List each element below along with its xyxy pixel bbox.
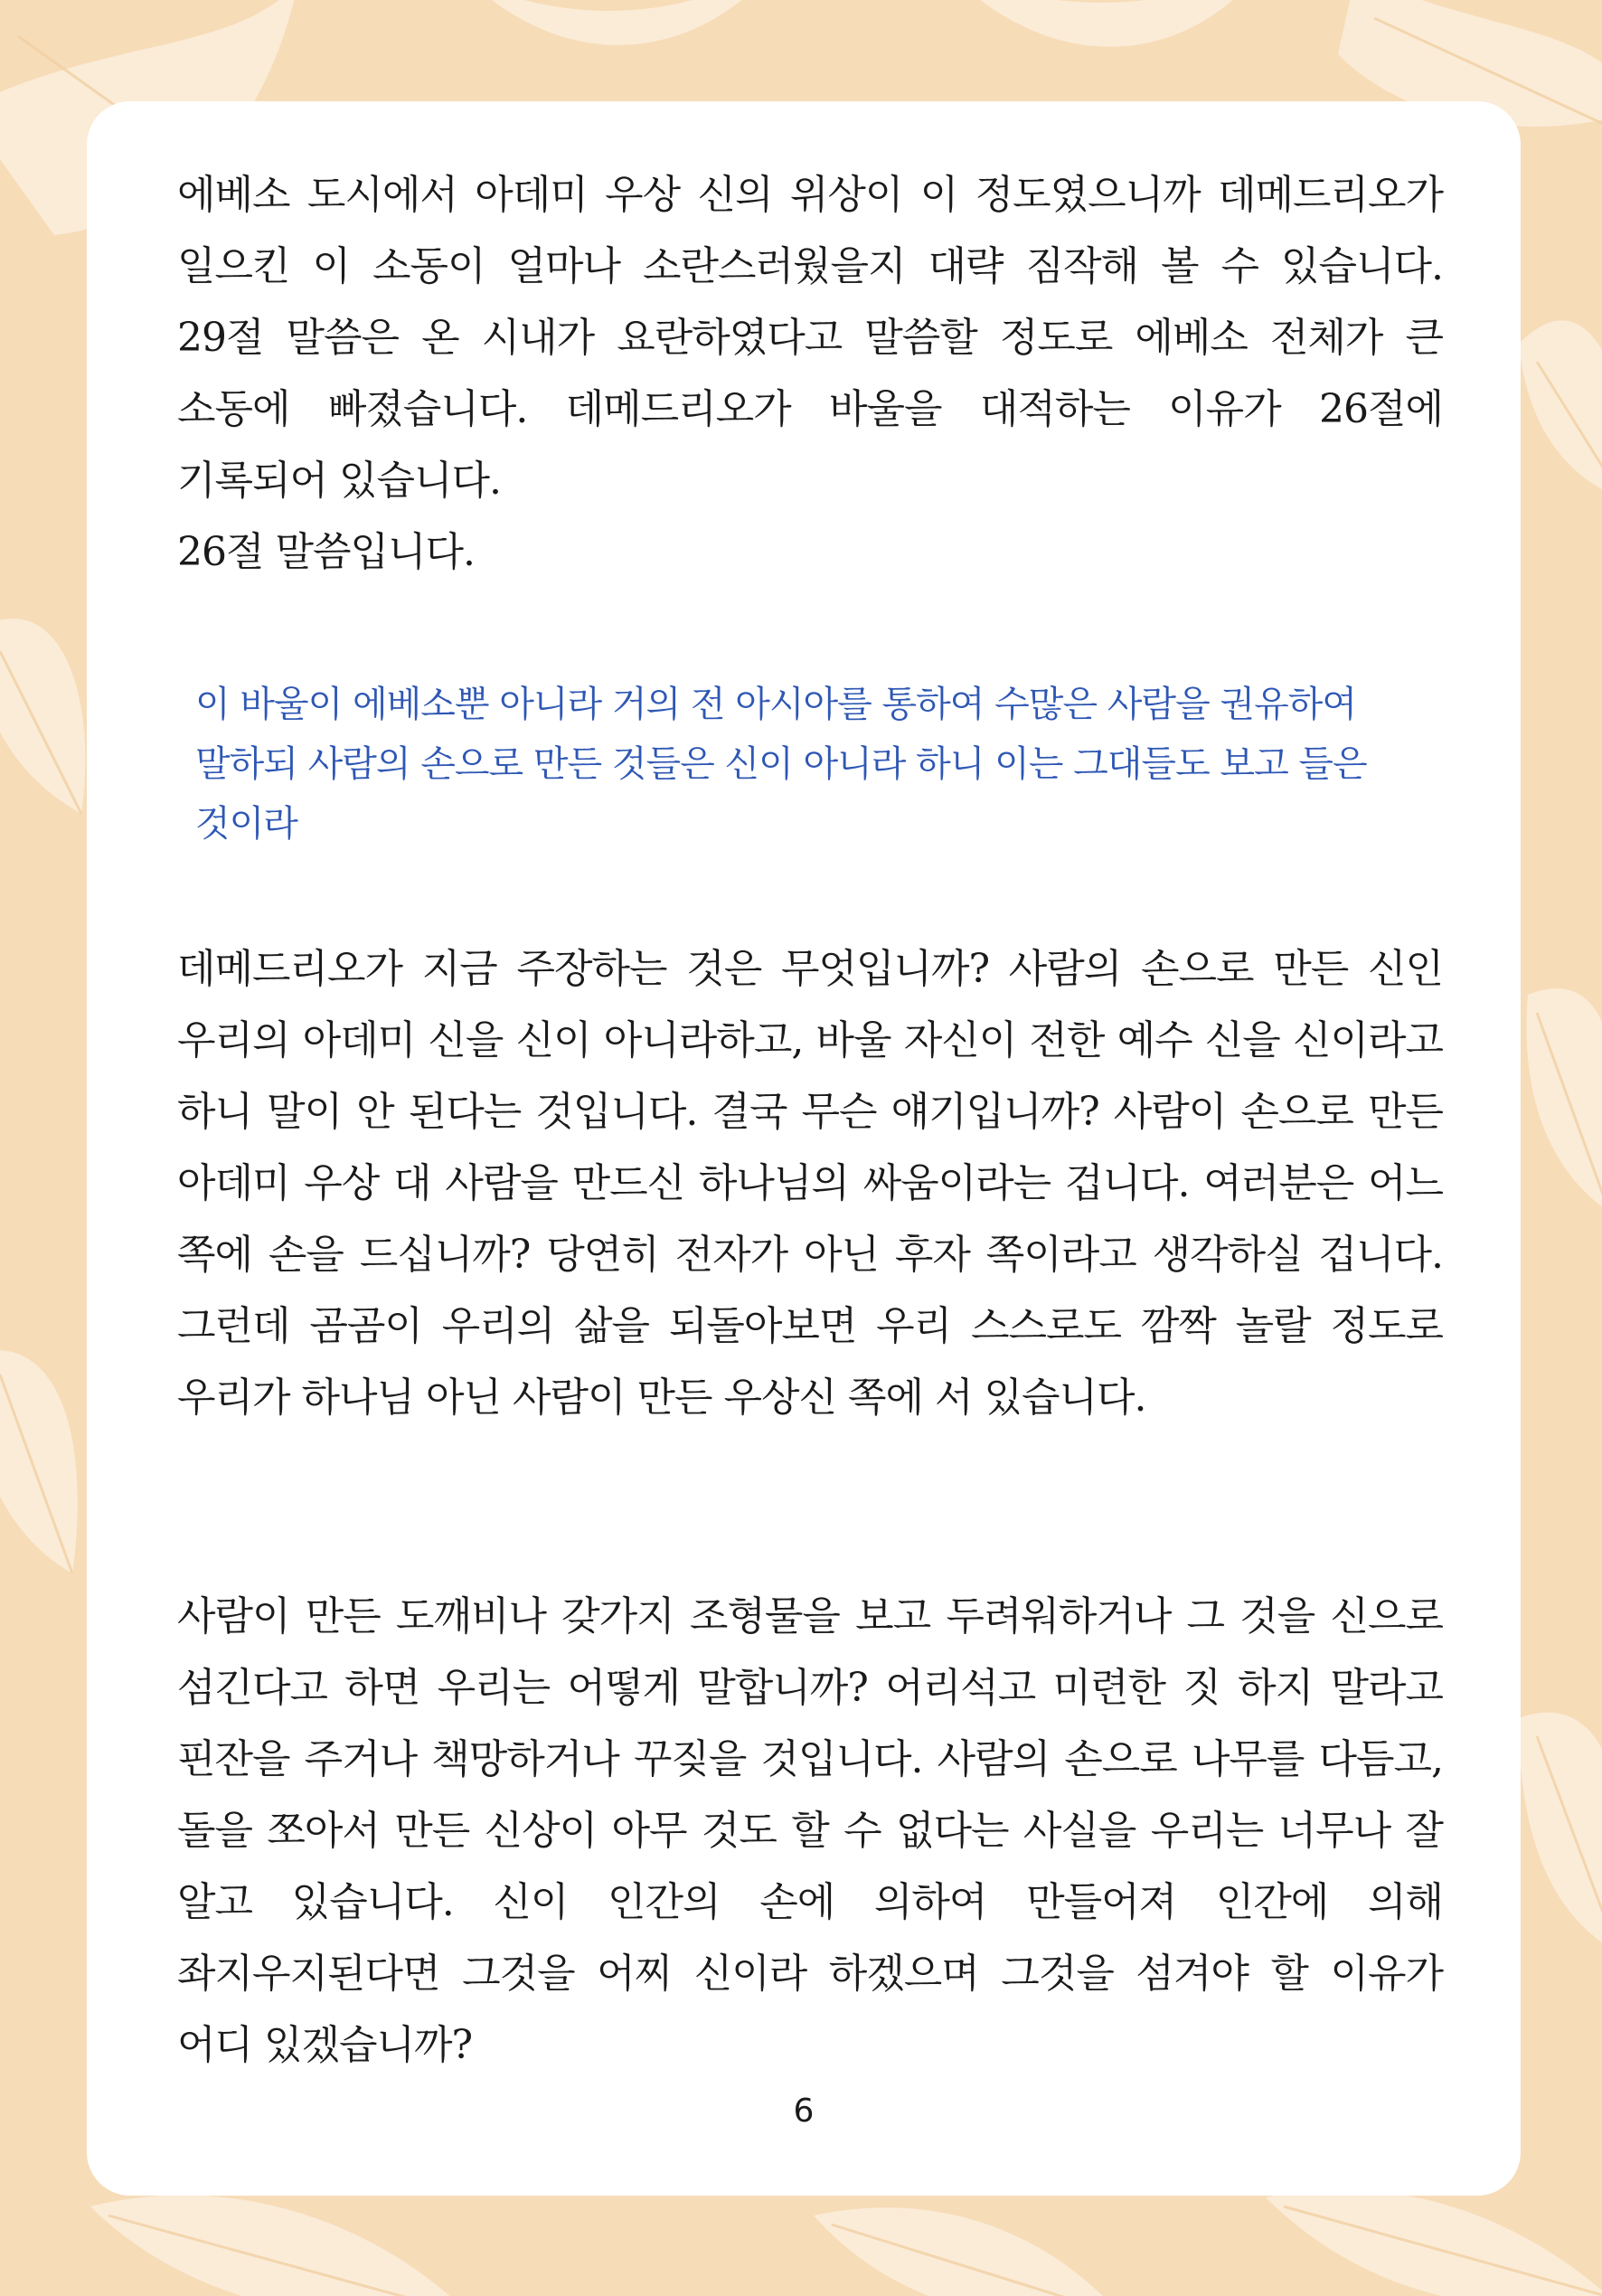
paragraph-3: 사람이 만든 도깨비나 갖가지 조형물을 보고 두려워하거나 그 것을 신으로 섬긴다고 하면 우리는 어떻게 말합니까? 어리석고 미련한 짓 하지 말라고 핀잔을 주거나 책망하거나 꾸짖을 것입니다. 사람의 손으로 나무를 다듬고, 돌을 쪼아서 만든 신상이 아무 것도 할 수 없다는 사실을 우리는 너무나 잘 알고 있습니다. 신이 인간의 손에 의하여 만들어져 인간에 의해 좌지우지된다면 그것을 어찌 신이라 하겠으며 그것을 섬겨야 할 이유가 어디 있겠습니까? xyxy=(177,1593,1443,2068)
page-number: 6 xyxy=(793,2093,815,2130)
page-card xyxy=(87,101,1521,2196)
paragraph-1-followup: 26절 말씀입니다. xyxy=(177,529,475,575)
paragraph-2: 데메드리오가 지금 주장하는 것은 무엇입니까? 사람의 손으로 만든 신인 우리의 아데미 신을 신이 아니라하고, 바울 자신이 전한 예수 신을 신이라고 하니 말이 안 된다는 것입니다. 결국 무슨 얘기입니까? 사람이 손으로 만든 아데미 우상 대 사람을 만드신 하나님의 싸움이라는 겁니다. 여러분은 어느 쪽에 손을 드십니까? 당연히 전자가 아닌 후자 쪽이라고 생각하실 겁니다. 그런데 곰곰이 우리의 삶을 되돌아보면 우리 스스로도 깜짝 놀랄 정도로 우리가 하나님 아닌 사람이 만든 우상신 쪽에 서 있습니다. xyxy=(177,946,1443,1421)
paragraph-1 xyxy=(177,159,1443,588)
scripture-quote: 이 바울이 에베소뿐 아니라 거의 전 아시아를 통하여 수많은 사람을 권유하여 말하되 사람의 손으로 만든 것들은 신이 아니라 하니 이는 그대들도 보고 들은 것이라 xyxy=(195,684,1367,845)
paragraph-1-text: 에베소 도시에서 아데미 우상 신의 위상이 이 정도였으니까 데메드리오가 일으킨 이 소동이 얼마나 소란스러웠을지 대략 짐작해 볼 수 있습니다. 29절 말씀은 온 시내가 요란하였다고 말씀할 정도로 에베소 전체가 큰 소동에 빠졌습니다. 데메드리오가 바울을 대적하는 이유가 26절에 기록되어 있습니다. xyxy=(177,172,1443,504)
